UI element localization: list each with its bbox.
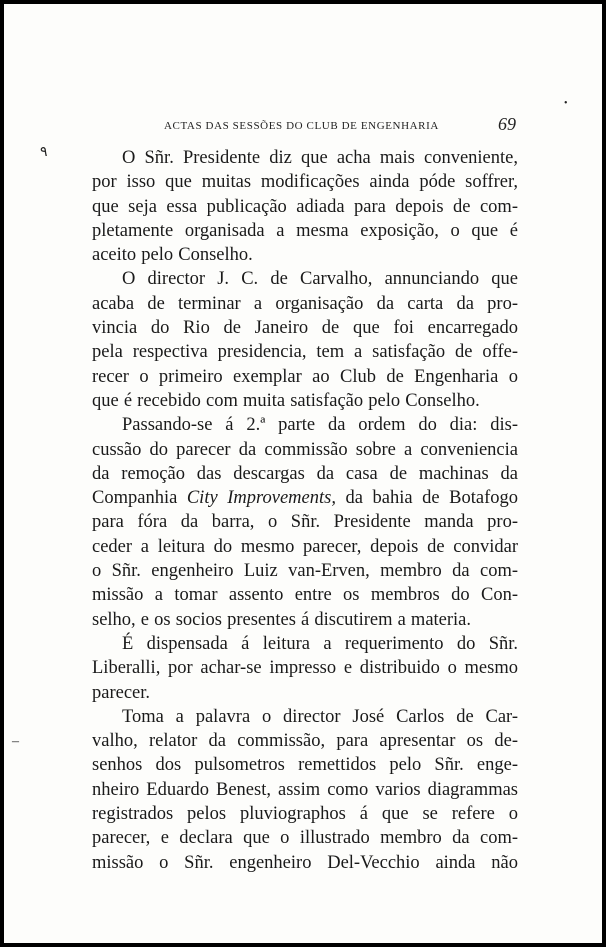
text-line: acaba de terminar a organisação da carta da pro- [92, 293, 518, 314]
text-line: que seja essa publicação adiada para depois de com- [92, 196, 518, 217]
text-line: O Sñr. Presidente diz que acha mais conveniente, [122, 148, 518, 168]
text-line: pletamente organisada a mesma exposição, o que é [92, 220, 518, 241]
text-line: ceder a leitura do mesmo parecer, depois de convidar [92, 536, 518, 557]
text-line-mixed [92, 486, 518, 510]
text-line: recer o primeiro exemplar ao Club de Engenharia o [92, 366, 518, 387]
text-line: selho, e os socios presentes á discutirem a materia. [92, 609, 472, 630]
text-line: que é recebido com muita satisfação pelo Conselho. [92, 390, 480, 411]
text-line: por isso que muitas modificações ainda póde soffrer, [92, 172, 518, 193]
text-line: Toma a palavra o director José Carlos de Car- [122, 706, 518, 727]
body-text [92, 146, 518, 875]
text-fragment: da bahia de Botafogo [345, 488, 518, 509]
text-line: missão a tomar assento entre os membros do Con- [92, 585, 518, 606]
margin-tick-mark: ٩ [40, 145, 48, 160]
text-line: parecer, e declara que o illustrado membro da com- [92, 828, 518, 849]
text-line: missão o Sñr. engenheiro Del-Vecchio ainda não [92, 852, 518, 873]
text-line: o Sñr. engenheiro Luiz van-Erven, membro da com- [92, 561, 518, 582]
text-fragment: Companhia [92, 488, 178, 509]
text-line: Liberalli, por achar-se impresso e distribuido o mesmo [92, 658, 518, 679]
italic-fragment: City Improvements, [186, 488, 336, 509]
text-line: vincia do Rio de Janeiro de que foi encarregado [92, 318, 518, 339]
page-number: 69 [498, 114, 516, 134]
text-line: cussão do parecer da commissão sobre a conveniencia [92, 439, 518, 460]
text-line: valho, relator da commissão, para apresentar os de- [92, 731, 518, 752]
text-line: É dispensada á leitura a requerimento do Sñr. [122, 633, 518, 654]
text-line: pela respectiva presidencia, tem a satisfação de offe- [92, 342, 518, 363]
text-line: registrados pelos pluviographos á que se refere o [92, 804, 518, 825]
margin-dash-mark: – [12, 734, 19, 749]
text-line: senhos dos pulsometros remettidos pelo Sñr. enge- [92, 755, 518, 776]
text-line: O director J. C. de Carvalho, annunciando que [122, 269, 518, 290]
text-line: Passando-se á 2.ª parte da ordem do dia: dis- [122, 415, 518, 436]
text-line: aceito pelo Conselho. [92, 245, 253, 266]
text-line: da remoção das descargas da casa de machinas da [92, 463, 518, 484]
book-page [4, 4, 602, 943]
text-line: parecer. [92, 682, 151, 703]
margin-dot-mark: • [564, 98, 568, 109]
running-title: ACTAS DAS SESSÕES DO CLUB DE ENGENHARIA [164, 120, 439, 132]
text-line: para fóra da barra, o Sñr. Presidente manda pro- [92, 512, 518, 533]
text-line: nheiro Eduardo Benest, assim como varios diagrammas [92, 779, 518, 800]
